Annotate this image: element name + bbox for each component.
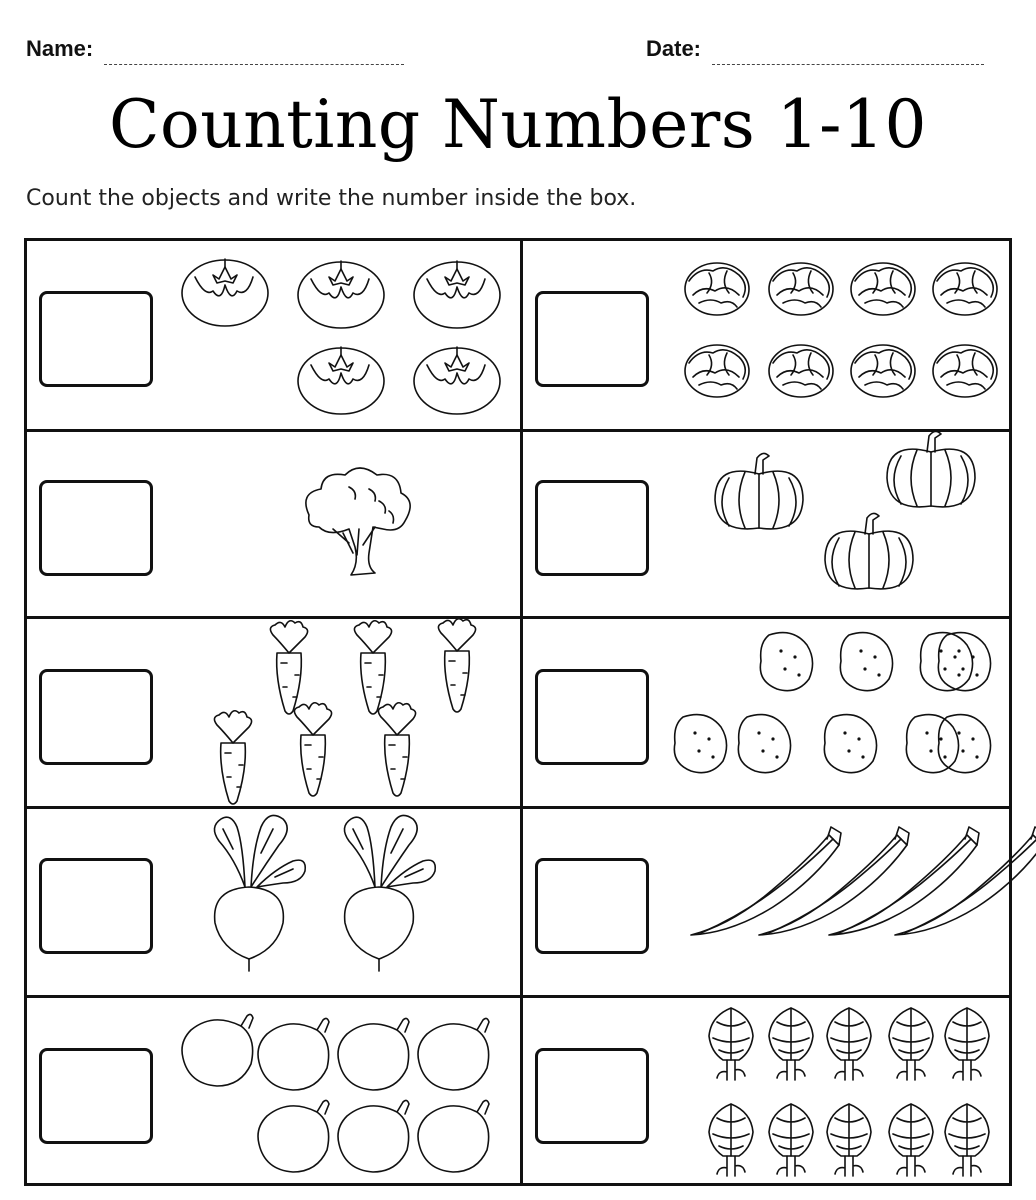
potato-icon [840,633,892,691]
name-label: Name: [26,36,94,61]
carrot-icon [438,619,475,712]
cabbage-icon [685,263,749,315]
lemon-icon [258,1100,329,1172]
pumpkin-icon [715,453,803,528]
artichoke-icon [769,1008,813,1080]
tomato-icon [298,261,384,328]
counting-objects [27,809,520,995]
counting-objects [523,619,1009,806]
counting-cell [523,241,1009,429]
name-field[interactable] [26,36,93,62]
artichoke-icon [709,1104,753,1176]
cabbage-icon [933,345,997,397]
lemon-icon [338,1018,409,1090]
artichoke-icon [889,1008,933,1080]
artichoke-icon [945,1104,989,1176]
artichoke-icon [889,1104,933,1176]
potato-icon [906,715,958,773]
carrot-icon [294,703,331,796]
cabbage-icon [933,263,997,315]
pumpkin-icon [887,431,975,506]
cabbage-icon [851,345,915,397]
potato-icon [824,715,876,773]
counting-objects [523,998,1009,1186]
counting-objects [27,619,520,806]
beetroot-icon [214,815,305,971]
counting-objects [523,432,1009,616]
date-line[interactable] [712,64,984,65]
worksheet-grid [24,238,1012,1186]
pumpkin-icon [825,513,913,588]
cabbage-icon [769,345,833,397]
tomato-icon [298,347,384,414]
carrot-icon [378,703,415,796]
okra-icon [895,827,1036,935]
tomato-icon [414,261,500,328]
counting-cell [523,998,1009,1186]
counting-cell [523,619,1009,806]
lemon-icon [418,1018,489,1090]
counting-cell [27,619,520,806]
counting-cell [523,432,1009,616]
beetroot-icon [344,815,435,971]
counting-objects [27,241,520,429]
counting-cell [523,809,1009,995]
cabbage-icon [685,345,749,397]
potato-icon [938,715,990,773]
artichoke-icon [769,1104,813,1176]
artichoke-icon [709,1008,753,1080]
artichoke-icon [945,1008,989,1080]
counting-objects [27,998,520,1186]
counting-objects [523,809,1009,995]
carrot-icon [214,711,251,804]
date-label: Date: [646,36,702,61]
potato-icon [738,715,790,773]
potato-icon [760,633,812,691]
lemon-icon [418,1100,489,1172]
name-line[interactable] [104,64,404,65]
cabbage-icon [769,263,833,315]
date-field[interactable] [646,36,701,62]
counting-objects [27,432,520,616]
lemon-icon [258,1018,329,1090]
counting-cell [27,809,520,995]
lemon-icon [182,1014,253,1086]
tomato-icon [182,259,268,326]
instructions: Count the objects and write the number inside the box. [26,186,637,211]
counting-cell [27,432,520,616]
potato-icon [920,633,972,691]
artichoke-icon [827,1104,871,1176]
cabbage-icon [851,263,915,315]
carrot-icon [270,621,307,714]
carrot-icon [354,621,391,714]
tomato-icon [414,347,500,414]
artichoke-icon [827,1008,871,1080]
counting-cell [27,241,520,429]
lemon-icon [338,1100,409,1172]
counting-objects [523,241,1009,429]
potato-icon [674,715,726,773]
broccoli-icon [306,468,410,575]
counting-cell [27,998,520,1186]
page-title: Counting Numbers 1-10 [109,86,927,163]
